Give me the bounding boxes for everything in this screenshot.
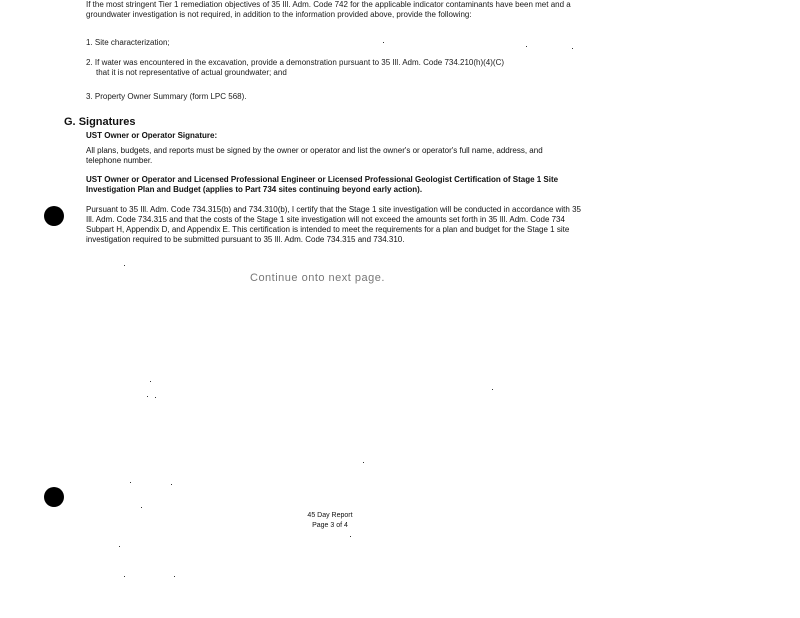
binder-hole-mark xyxy=(44,206,64,226)
binder-hole-mark xyxy=(44,487,64,507)
scan-speck xyxy=(155,397,156,398)
scan-speck xyxy=(383,42,384,43)
scan-speck xyxy=(526,46,527,47)
list-item-number: 3. xyxy=(86,92,93,101)
list-item-number: 2. xyxy=(86,58,93,67)
scan-speck xyxy=(119,546,120,547)
certification-paragraph: Pursuant to 35 Ill. Adm. Code 734.315(b) and 734.310(b), I certify that the Stage 1 site investigation will be conducted in accordance with 35 Ill. Adm. Code 734.315 and that the costs of the Stage 1 site investigation will not exceed the amounts set forth in 35 Ill. Adm. Code 734 Subpart H, Appendix D, and Appendix E. This certification is intended to meet the requirements for a plan and budget for the Stage 1 site investigation required to be submitted pursuant to 35 Ill. Adm. Code 734.315 and 734.310. xyxy=(86,205,581,244)
section-letter: G. xyxy=(64,116,76,128)
continue-note: Continue onto next page. xyxy=(250,272,385,284)
list-item-text: If water was encountered in the excavation, provide a demonstration pursuant to 35 Ill. Adm. Code 734.210(h)(4)(C) xyxy=(94,58,505,67)
scan-speck xyxy=(124,265,125,266)
intro-paragraph: If the most stringent Tier 1 remediation objectives of 35 Ill. Adm. Code 742 for the applicable indicator contaminants have been met and a groundwater investigation is not required, in addition to the information provided above, provide the following: xyxy=(86,0,571,19)
scan-speck xyxy=(141,507,142,508)
list-item-3 xyxy=(86,92,586,102)
scan-speck xyxy=(572,48,573,49)
list-item-2 xyxy=(86,58,596,78)
list-item-text: Property Owner Summary (form LPC 568). xyxy=(94,92,247,101)
scan-speck xyxy=(124,576,125,577)
signature-heading: UST Owner or Operator Signature: xyxy=(86,131,218,140)
scan-speck xyxy=(350,536,351,537)
signature-paragraph: All plans, budgets, and reports must be signed by the owner or operator and list the owner's or operator's full name, address, and telephone number. xyxy=(86,146,543,165)
list-item-number: 1. xyxy=(86,38,93,47)
list-item-continuation: that it is not representative of actual groundwater; and xyxy=(96,68,287,77)
list-item-1 xyxy=(86,38,586,48)
scan-speck xyxy=(147,396,148,397)
scan-speck xyxy=(363,462,364,463)
list-item-text: Site characterization; xyxy=(94,38,170,47)
scan-speck xyxy=(171,484,172,485)
scan-speck xyxy=(174,576,175,577)
footer-page-number: Page 3 of 4 xyxy=(312,522,348,529)
scan-speck xyxy=(150,381,151,382)
scan-speck xyxy=(492,389,493,390)
section-title: Signatures xyxy=(78,116,136,128)
section-heading xyxy=(64,116,136,128)
certification-heading: UST Owner or Operator and Licensed Professional Engineer or Licensed Professional Geologist Certification of Stage 1 Site Investigation Plan and Budget (applies to Part 734 sites continuing beyond early action). xyxy=(86,175,559,194)
scan-speck xyxy=(130,482,131,483)
footer-report-title: 45 Day Report xyxy=(307,512,353,519)
